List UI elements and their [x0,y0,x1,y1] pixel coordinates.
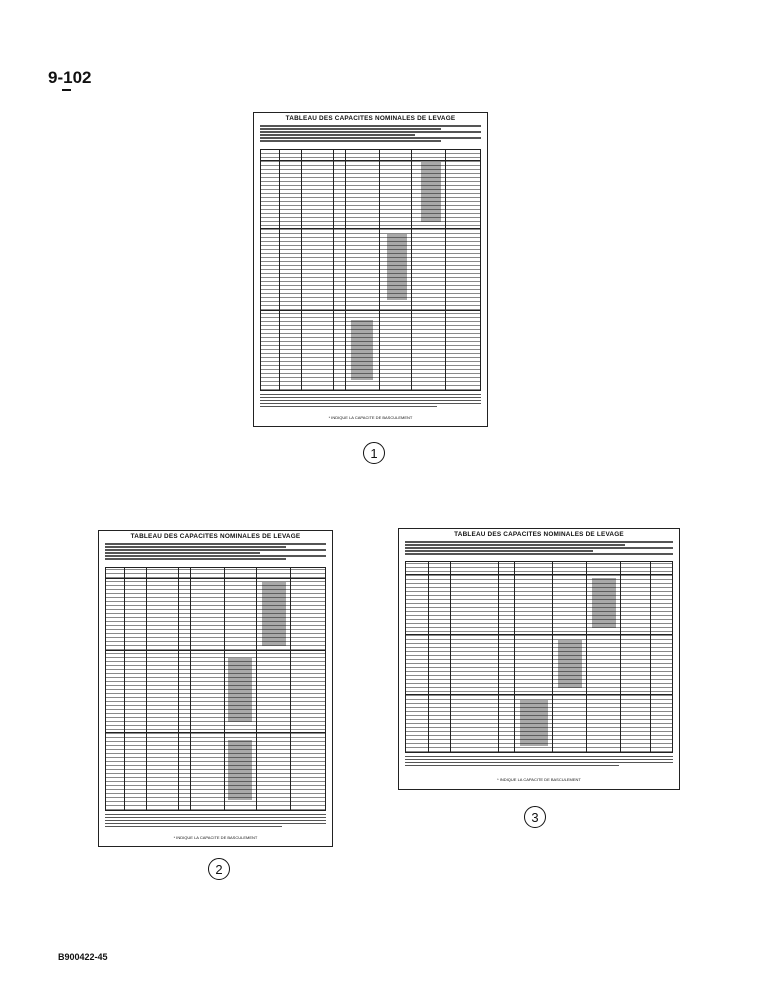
capacity-table [260,149,481,391]
callout-3: 3 [524,806,546,828]
decal-header-text [105,543,326,562]
decal-warning-text [405,756,673,768]
figure-code: B900422-45 [58,952,108,962]
decal-warning-text [260,394,481,408]
tipping-capacity-note: * INDIQUE LA CAPACITE DE BASCULEMENT [328,415,413,420]
lift-capacity-decal-3 [398,528,680,790]
decal-title: TABLEAU DES CAPACITES NOMINALES DE LEVAGE [130,533,301,540]
decal-title: TABLEAU DES CAPACITES NOMINALES DE LEVAGE [454,531,624,538]
decal-title: TABLEAU DES CAPACITES NOMINALES DE LEVAGE [285,115,456,122]
decal-warning-text [105,814,326,828]
decal-header-text [260,125,481,144]
lift-capacity-decal-1 [253,112,488,427]
decal-header-text [405,541,673,556]
tipping-capacity-note: * INDIQUE LA CAPACITE DE BASCULEMENT [173,835,258,840]
capacity-table [405,561,673,753]
page-number: 9-102 [48,68,92,87]
capacity-table [105,567,326,811]
callout-1: 1 [363,442,385,464]
tipping-capacity-note: * INDIQUE LA CAPACITE DE BASCULEMENT [497,777,581,782]
lift-capacity-decal-2 [98,530,333,847]
callout-2: 2 [208,858,230,880]
